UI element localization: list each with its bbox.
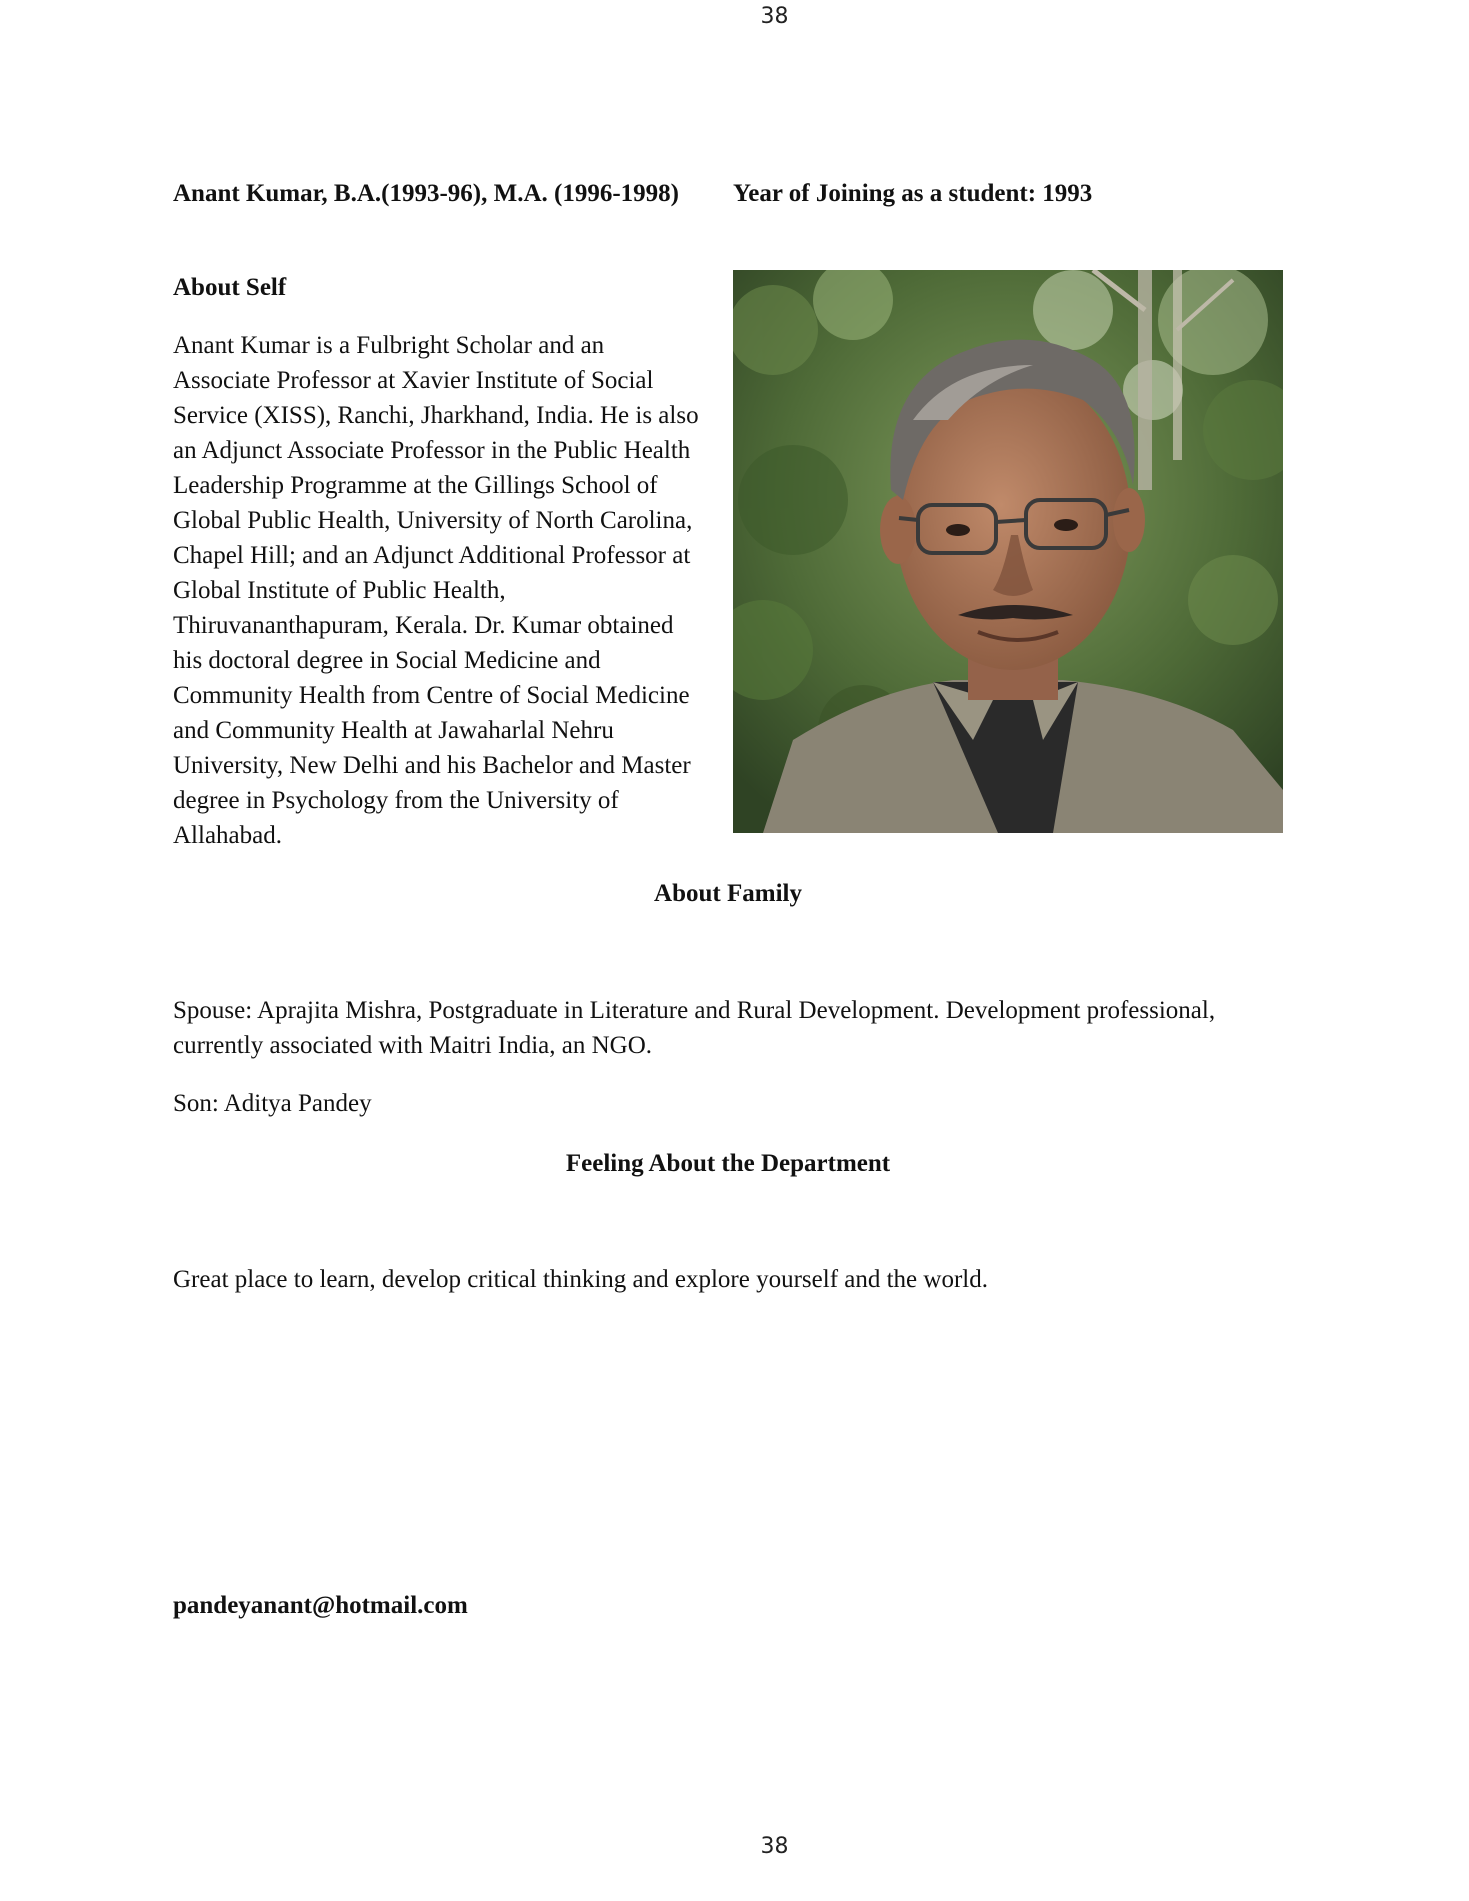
portrait-photo xyxy=(733,270,1283,833)
portrait-photo-icon xyxy=(733,270,1283,833)
about-self-text: Anant Kumar is a Fulbright Scholar and an Associate Professor at Xavier Institute of Social Service (XISS), Ranchi, Jharkhand, India. He is also an Adjunct Associate Professor in the Public Health Leadership Programme at the Gillings School of Global Public Health, University of North Carolina, Chapel Hill; and an Adjunct Additional Professor at Global Institute of Public Health, Thiruvananthapuram, Kerala. Dr. Kumar obtained his doctoral degree in Social Medicine and Community Health from Centre of Social Medicine and Community Health at Jawaharlal Nehru University, New Delhi and his Bachelor and Master degree in Psychology from the University of Allahabad. xyxy=(173,332,699,849)
department-feeling-text: Great place to learn, develop critical thinking and explore yourself and the world. xyxy=(173,1266,988,1293)
spouse-text: Spouse: Aprajita Mishra, Postgraduate in Literature and Rural Development. Development professional, currently associated with Maitri India, an NGO. xyxy=(173,997,1216,1059)
about-family-heading: About Family xyxy=(654,880,802,907)
page-number-top: 38 xyxy=(760,4,789,29)
department-heading: Feeling About the Department xyxy=(565,1150,891,1177)
about-self-heading: About Self xyxy=(173,274,287,301)
page-number-bottom: 38 xyxy=(760,1834,789,1859)
name-heading: Anant Kumar, B.A.(1993-96), M.A. (1996-1998) xyxy=(173,180,679,207)
email-address: pandeyanant@hotmail.com xyxy=(173,1592,468,1619)
joining-year-heading: Year of Joining as a student: 1993 xyxy=(733,180,1093,207)
son-text: Son: Aditya Pandey xyxy=(173,1090,372,1117)
